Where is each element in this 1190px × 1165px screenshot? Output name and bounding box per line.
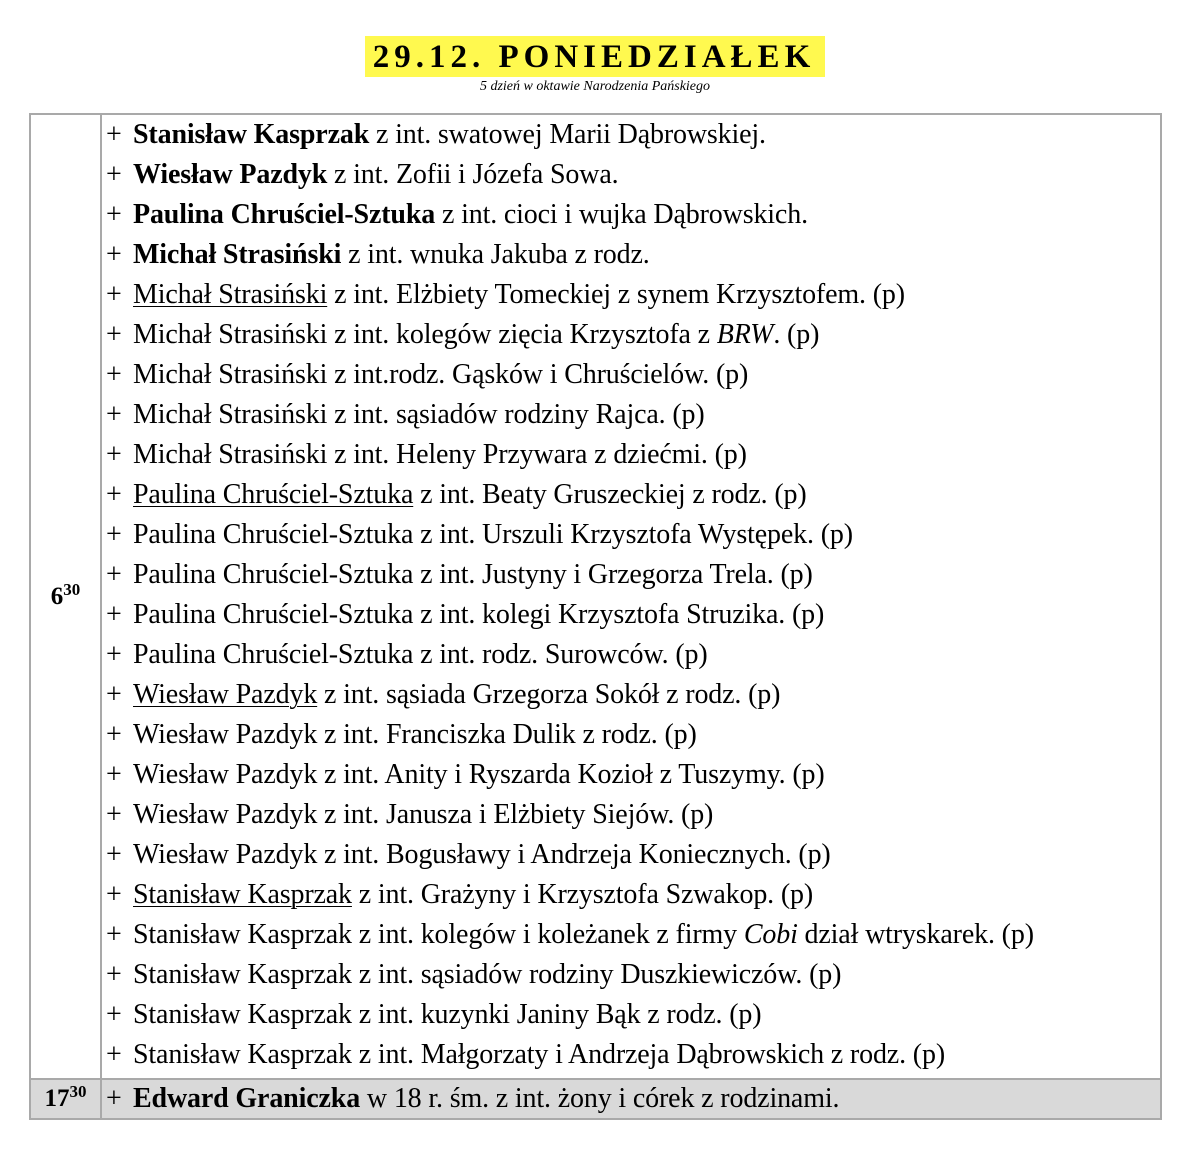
intention-text: z int. kuzynki Janiny Bąk z rodz. (p) xyxy=(351,999,762,1030)
deceased-name: Stanisław Kasprzak xyxy=(133,879,352,910)
cross-mark: + xyxy=(106,1039,122,1070)
intention-entry xyxy=(104,195,1160,235)
intention-text: z int. Urszuli Krzysztofa Występek. (p) xyxy=(413,519,853,550)
deceased-name: Michał Strasiński xyxy=(133,359,328,390)
intention-entry xyxy=(104,835,1160,875)
cross-mark: + xyxy=(106,159,122,190)
cross-mark: + xyxy=(106,439,122,470)
intention-italic-text: Cobi xyxy=(743,919,798,950)
cross-mark: + xyxy=(106,599,122,630)
cross-mark: + xyxy=(106,479,122,510)
deceased-name: Paulina Chruściel-Sztuka xyxy=(133,599,414,630)
cross-mark: + xyxy=(106,199,122,230)
intention-entry xyxy=(104,875,1160,915)
mass-time-hour: 17 xyxy=(44,1085,70,1112)
intention-italic-text: BRW xyxy=(716,319,774,350)
intention-text: z int. Elżbiety Tomeckiej z synem Krzysztofem. (p) xyxy=(327,279,905,310)
intention-entry xyxy=(104,115,1160,155)
mass-intentions xyxy=(101,114,1161,1079)
deceased-name: Stanisław Kasprzak xyxy=(133,919,352,950)
cross-mark: + xyxy=(106,1083,122,1114)
page-title: 29.12. PONIEDZIAŁEK xyxy=(365,36,825,77)
cross-mark: + xyxy=(106,639,122,670)
intention-text: z int. Justyny i Grzegorza Trela. (p) xyxy=(413,559,813,590)
cross-mark: + xyxy=(106,559,122,590)
intention-entry xyxy=(104,675,1160,715)
intention-entry xyxy=(104,795,1160,835)
intention-text: z int. rodz. Surowców. (p) xyxy=(413,639,708,670)
deceased-name: Michał Strasiński xyxy=(133,439,328,470)
intention-entry xyxy=(104,315,1160,355)
cross-mark: + xyxy=(106,119,122,150)
intention-text: z int. sąsiadów rodziny Duszkiewiczów. (p) xyxy=(351,959,842,990)
deceased-name: Edward Graniczka xyxy=(133,1083,361,1114)
intention-text: z int. swatowej Marii Dąbrowskiej. xyxy=(369,119,766,150)
cross-mark: + xyxy=(106,919,122,950)
intention-entry xyxy=(104,595,1160,635)
mass-time-hour: 6 xyxy=(50,582,64,610)
cross-mark: + xyxy=(106,359,122,390)
mass-row xyxy=(30,1079,1161,1119)
intention-text: z int. kolegów zięcia Krzysztofa z xyxy=(327,319,717,350)
cross-mark: + xyxy=(106,319,122,350)
deceased-name: Michał Strasiński xyxy=(133,279,328,310)
deceased-name: Wiesław Pazdyk xyxy=(133,159,328,190)
deceased-name: Michał Strasiński xyxy=(133,399,328,430)
mass-time-minutes: 30 xyxy=(63,579,81,599)
intention-text: z int. Anity i Ryszarda Kozioł z Tuszymy. (p) xyxy=(317,759,825,790)
intention-text: z int. wnuka Jakuba z rodz. xyxy=(341,239,650,270)
deceased-name: Wiesław Pazdyk xyxy=(133,719,318,750)
intention-text: z int. kolegi Krzysztofa Struzika. (p) xyxy=(413,599,825,630)
cross-mark: + xyxy=(106,279,122,310)
cross-mark: + xyxy=(106,959,122,990)
intention-text: z int. Małgorzaty i Andrzeja Dąbrowskich z rodz. (p) xyxy=(351,1039,945,1070)
cross-mark: + xyxy=(106,879,122,910)
intention-entry xyxy=(104,1035,1160,1075)
deceased-name: Paulina Chruściel-Sztuka xyxy=(133,559,414,590)
cross-mark: + xyxy=(106,839,122,870)
intention-text: z int. Heleny Przywara z dziećmi. (p) xyxy=(327,439,747,470)
intention-entry xyxy=(104,1080,1160,1118)
cross-mark: + xyxy=(106,799,122,830)
intention-text: z int. kolegów i koleżanek z firmy xyxy=(351,919,744,950)
intention-entry xyxy=(104,555,1160,595)
intention-text: z int. sąsiadów rodziny Rajca. (p) xyxy=(327,399,705,430)
intention-entry xyxy=(104,395,1160,435)
intention-text-tail: . (p) xyxy=(773,319,820,350)
intention-entry xyxy=(104,755,1160,795)
deceased-name: Paulina Chruściel-Sztuka xyxy=(133,479,414,510)
mass-time xyxy=(30,1079,101,1119)
deceased-name: Stanisław Kasprzak xyxy=(133,959,352,990)
mass-time-minutes: 30 xyxy=(69,1082,87,1101)
intention-entry xyxy=(104,955,1160,995)
cross-mark: + xyxy=(106,399,122,430)
intention-text: z int. sąsiada Grzegorza Sokół z rodz. (p) xyxy=(317,679,781,710)
cross-mark: + xyxy=(106,719,122,750)
intention-entry xyxy=(104,995,1160,1035)
mass-intentions xyxy=(101,1079,1161,1119)
intention-entry xyxy=(104,275,1160,315)
intention-entry xyxy=(104,715,1160,755)
deceased-name: Stanisław Kasprzak xyxy=(133,999,352,1030)
mass-row xyxy=(30,114,1161,1079)
intention-entry xyxy=(104,635,1160,675)
intention-text: z int. Grażyny i Krzysztofa Szwakop. (p) xyxy=(351,879,814,910)
intention-text: z int. Zofii i Józefa Sowa. xyxy=(327,159,619,190)
intention-entry xyxy=(104,515,1160,555)
deceased-name: Paulina Chruściel-Sztuka xyxy=(133,199,436,230)
intention-entry xyxy=(104,155,1160,195)
cross-mark: + xyxy=(106,759,122,790)
intention-entry xyxy=(104,235,1160,275)
cross-mark: + xyxy=(106,239,122,270)
mass-schedule-table xyxy=(29,113,1162,1120)
intention-text: z int. cioci i wujka Dąbrowskich. xyxy=(435,199,808,230)
intention-text: z int. Franciszka Dulik z rodz. (p) xyxy=(317,719,697,750)
cross-mark: + xyxy=(106,519,122,550)
deceased-name: Paulina Chruściel-Sztuka xyxy=(133,519,414,550)
deceased-name: Wiesław Pazdyk xyxy=(133,759,318,790)
intention-text: z int.rodz. Gąsków i Chruścielów. (p) xyxy=(327,359,749,390)
page-header xyxy=(0,36,1190,95)
intention-text: z int. Janusza i Elżbiety Siejów. (p) xyxy=(317,799,714,830)
page-subtitle: 5 dzień w oktawie Narodzenia Pańskiego xyxy=(479,79,711,94)
cross-mark: + xyxy=(106,679,122,710)
intention-entry xyxy=(104,355,1160,395)
intention-text: z int. Beaty Gruszeckiej z rodz. (p) xyxy=(413,479,807,510)
deceased-name: Wiesław Pazdyk xyxy=(133,799,318,830)
mass-time xyxy=(30,114,101,1079)
intention-entry xyxy=(104,435,1160,475)
deceased-name: Wiesław Pazdyk xyxy=(133,679,318,710)
deceased-name: Michał Strasiński xyxy=(133,319,328,350)
cross-mark: + xyxy=(106,999,122,1030)
deceased-name: Paulina Chruściel-Sztuka xyxy=(133,639,414,670)
deceased-name: Michał Strasiński xyxy=(133,239,342,270)
intention-text: z int. Bogusławy i Andrzeja Koniecznych. (p) xyxy=(317,839,831,870)
deceased-name: Stanisław Kasprzak xyxy=(133,119,370,150)
intention-text: w 18 r. śm. z int. żony i córek z rodzinami. xyxy=(360,1083,840,1114)
intention-entry xyxy=(104,475,1160,515)
deceased-name: Wiesław Pazdyk xyxy=(133,839,318,870)
deceased-name: Stanisław Kasprzak xyxy=(133,1039,352,1070)
intention-text-tail: dział wtryskarek. (p) xyxy=(797,919,1034,950)
intention-entry xyxy=(104,915,1160,955)
